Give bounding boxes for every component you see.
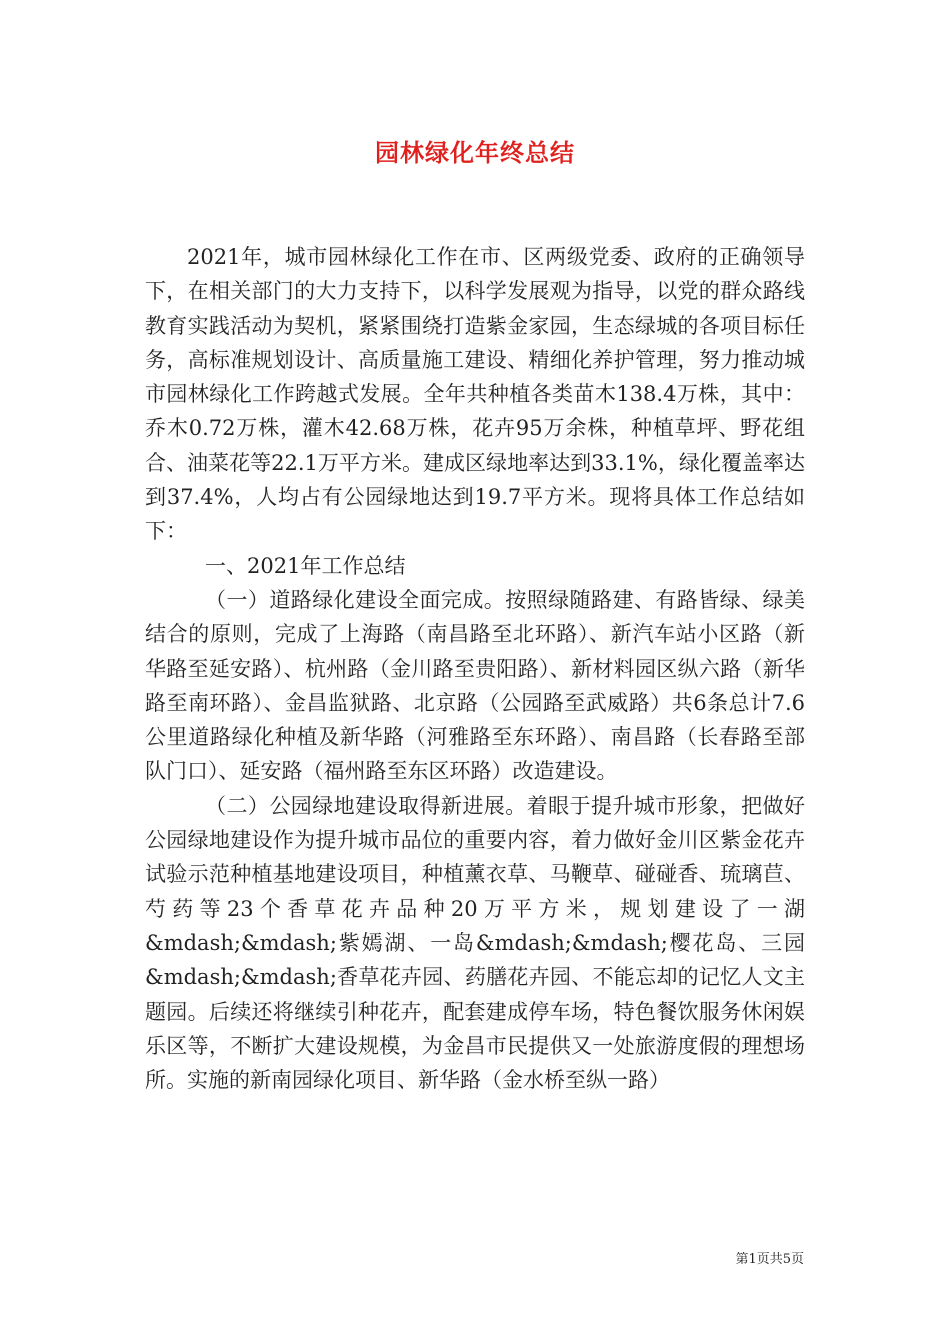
section-heading: 一、2021年工作总结 xyxy=(205,553,406,578)
document-title: 园林绿化年终总结 xyxy=(375,138,575,167)
park-greening-paragraph: （二）公园绿地建设取得新进展。着眼于提升城市形象，把做好公园绿地建设作为提升城市品位的重要内容，着力做好金川区紫金花卉试验示范种植基地建设项目，种植薰衣草、马鞭草、碰碰香、琉璃苣、芍药等23个香草花卉品种20万平方米，规划建设了一湖&mdash;&mdash;紫嫣湖、一岛&mdash;&mdash;樱花岛、三园&mdash;&mdash;香草花卉园、药膳花卉园、不能忘却的记忆人文主题园。后续还将继续引种花卉，配套建成停车场，特色餐饮服务休闲娱乐区等，不断扩大建设规模，为金昌市民提供又一处旅游度假的理想场所。实施的新南园绿化项目、新华路（金水桥至纵一路） xyxy=(145,793,805,1093)
document-body xyxy=(145,240,805,1097)
page-number: 第1页共5页 xyxy=(735,1252,804,1267)
intro-paragraph: 2021年，城市园林绿化工作在市、区两级党委、政府的正确领导下，在相关部门的大力支持下，以科学发展观为指导，以党的群众路线教育实践活动为契机，紧紧围绕打造紫金家园，生态绿城的各项目标任务，高标准规划设计、高质量施工建设、精细化养护管理，努力推动城市园林绿化工作跨越式发展。全年共种植各类苗木138.4万株，其中：乔木0.72万株，灌木42.68万株，花卉95万余株，种植草坪、野花组合、油菜花等22.1万平方米。建成区绿地率达到33.1%，绿化覆盖率达到37.4%，人均占有公园绿地达到19.7平方米。现将具体工作总结如下： xyxy=(145,245,805,544)
road-greening-paragraph: （一）道路绿化建设全面完成。按照绿随路建、有路皆绿、绿美结合的原则，完成了上海路（南昌路至北环路）、新汽车站小区路（新华路至延安路）、杭州路（金川路至贵阳路）、新材料园区纵六路（新华路至南环路）、金昌监狱路、北京路（公园路至武威路）共6条总计7.6公里道路绿化种植及新华路（河雅路至东环路）、南昌路（长春路至部队门口）、延安路（福州路至东区环路）改造建设。 xyxy=(145,587,805,784)
